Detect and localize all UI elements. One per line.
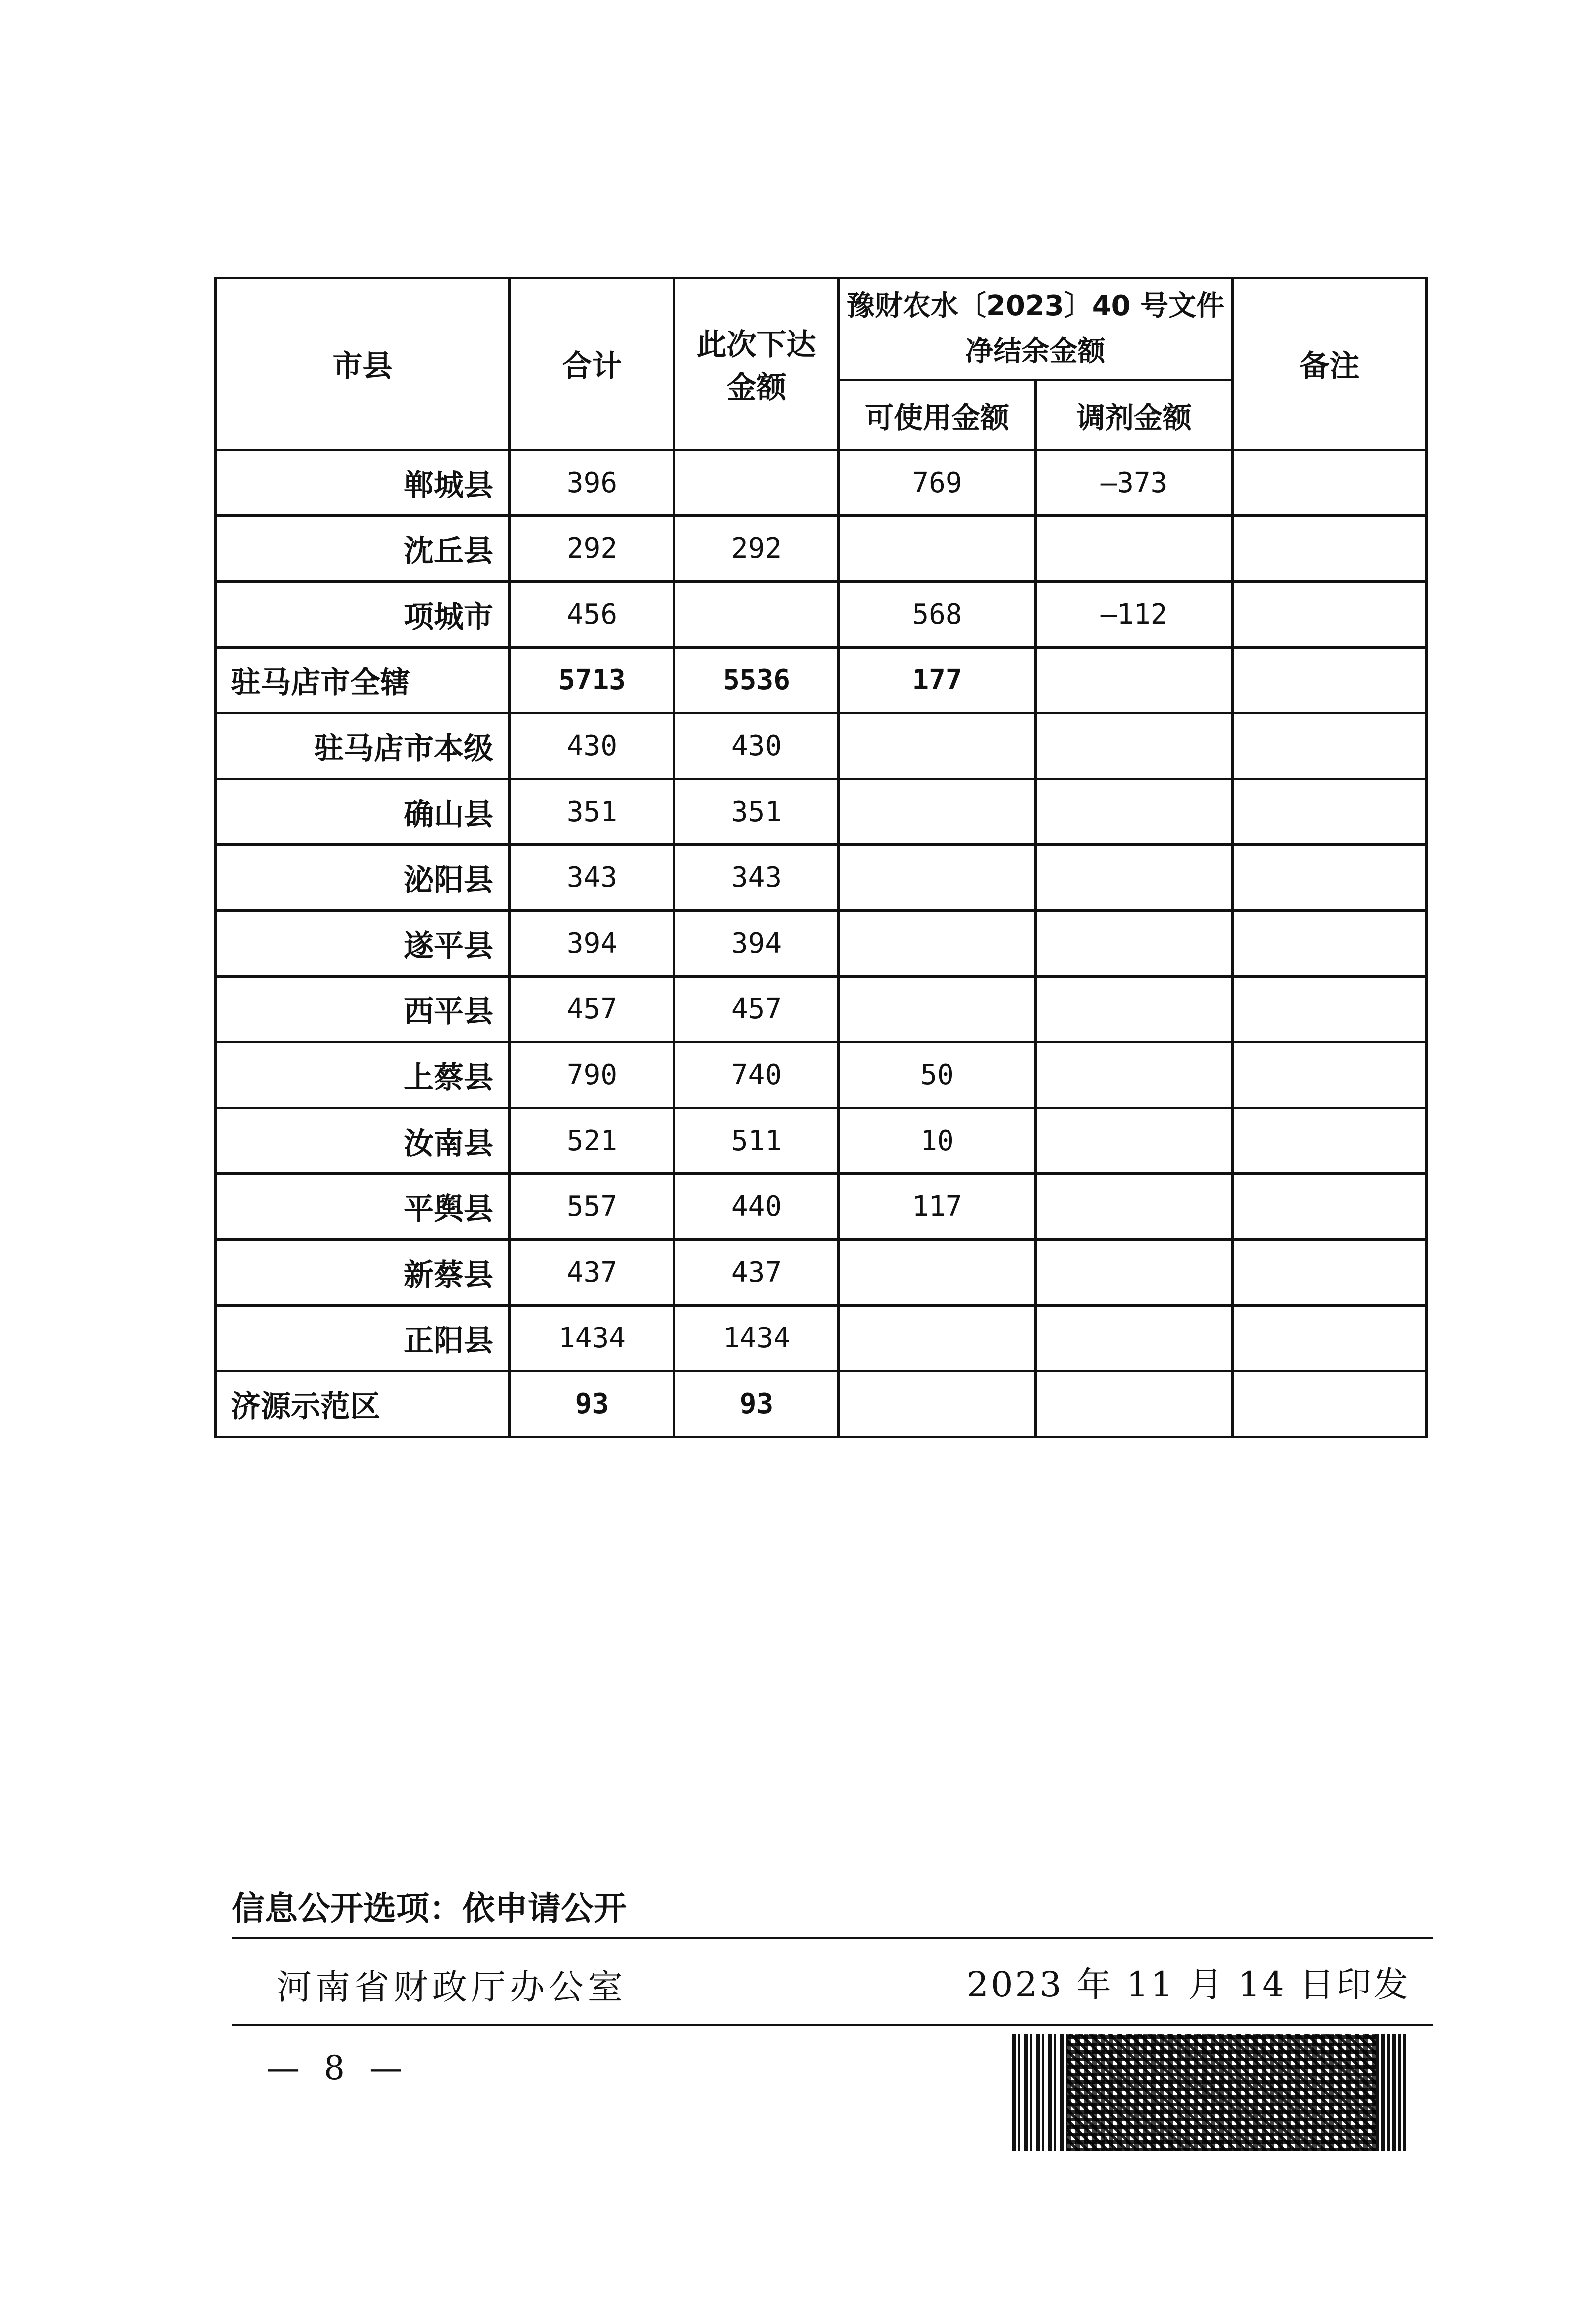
info-disclosure-option: 信息公开选项：依申请公开	[232, 1889, 627, 1928]
header-net-balance-line1: 豫财农水〔2023〕40 号文件	[846, 290, 1225, 322]
cell-usable	[839, 1306, 1036, 1371]
cell-remark	[1233, 1306, 1427, 1371]
cell-remark	[1233, 1174, 1427, 1240]
cell-region: 遂平县	[216, 911, 510, 977]
cell-remark	[1233, 779, 1427, 845]
cell-issue: 394	[674, 911, 839, 977]
cell-usable	[839, 845, 1036, 911]
barcode-bars-right	[1376, 2034, 1406, 2151]
cell-usable	[839, 977, 1036, 1042]
table-row	[216, 1240, 1427, 1306]
allocation-table	[214, 277, 1428, 1438]
cell-issue: 351	[674, 779, 839, 845]
cell-adjust: —112	[1036, 582, 1233, 648]
cell-remark	[1233, 911, 1427, 977]
cell-adjust	[1036, 1306, 1233, 1371]
cell-total: 557	[510, 1174, 674, 1240]
cell-total: 457	[510, 977, 674, 1042]
cell-remark	[1233, 713, 1427, 779]
cell-adjust	[1036, 845, 1233, 911]
table-row	[216, 1042, 1427, 1108]
cell-adjust	[1036, 1371, 1233, 1437]
cell-remark	[1233, 516, 1427, 582]
table-row	[216, 713, 1427, 779]
cell-issue: 437	[674, 1240, 839, 1306]
cell-issue: 1434	[674, 1306, 839, 1371]
cell-region: 平舆县	[216, 1174, 510, 1240]
cell-adjust	[1036, 911, 1233, 977]
page-number: — 8 —	[267, 2049, 409, 2087]
table-row	[216, 845, 1427, 911]
cell-region: 正阳县	[216, 1306, 510, 1371]
cell-adjust	[1036, 713, 1233, 779]
cell-total: 437	[510, 1240, 674, 1306]
cell-issue: 740	[674, 1042, 839, 1108]
header-region: 市县	[216, 278, 510, 450]
cell-total: 343	[510, 845, 674, 911]
cell-issue: 292	[674, 516, 839, 582]
table-row	[216, 911, 1427, 977]
header-total: 合计	[510, 278, 674, 450]
cell-adjust	[1036, 779, 1233, 845]
cell-issue: 430	[674, 713, 839, 779]
cell-adjust	[1036, 1108, 1233, 1174]
cell-remark	[1233, 1108, 1427, 1174]
table-row	[216, 582, 1427, 648]
cell-issue	[674, 582, 839, 648]
cell-adjust	[1036, 648, 1233, 713]
cell-total: 430	[510, 713, 674, 779]
cell-total: 1434	[510, 1306, 674, 1371]
footer-rule-bottom	[232, 2024, 1433, 2026]
cell-remark	[1233, 1371, 1427, 1437]
cell-issue: 93	[674, 1371, 839, 1437]
cell-usable: 50	[839, 1042, 1036, 1108]
table-row	[216, 1306, 1427, 1371]
cell-region: 汝南县	[216, 1108, 510, 1174]
cell-adjust	[1036, 1042, 1233, 1108]
cell-region: 沈丘县	[216, 516, 510, 582]
header-adjust: 调剂金额	[1036, 380, 1233, 450]
cell-total: 93	[510, 1371, 674, 1437]
cell-region: 新蔡县	[216, 1240, 510, 1306]
cell-usable	[839, 516, 1036, 582]
table-row-group-total	[216, 648, 1427, 713]
header-usable: 可使用金额	[839, 380, 1036, 450]
cell-remark	[1233, 845, 1427, 911]
cell-remark	[1233, 977, 1427, 1042]
cell-usable: 568	[839, 582, 1036, 648]
footer-rule-top	[232, 1937, 1433, 1939]
cell-usable	[839, 713, 1036, 779]
cell-adjust	[1036, 1240, 1233, 1306]
cell-total: 394	[510, 911, 674, 977]
cell-issue: 343	[674, 845, 839, 911]
header-net-balance	[839, 278, 1233, 380]
cell-issue: 5536	[674, 648, 839, 713]
cell-remark	[1233, 1240, 1427, 1306]
cell-region: 泌阳县	[216, 845, 510, 911]
cell-remark	[1233, 648, 1427, 713]
cell-region: 确山县	[216, 779, 510, 845]
cell-total: 5713	[510, 648, 674, 713]
cell-usable	[839, 1240, 1036, 1306]
cell-region: 驻马店市本级	[216, 713, 510, 779]
barcode-bars-left	[1012, 2034, 1067, 2151]
cell-region: 上蔡县	[216, 1042, 510, 1108]
cell-region: 驻马店市全辖	[216, 648, 510, 713]
cell-issue: 457	[674, 977, 839, 1042]
cell-issue	[674, 450, 839, 516]
cell-region: 项城市	[216, 582, 510, 648]
cell-total: 396	[510, 450, 674, 516]
cell-usable: 177	[839, 648, 1036, 713]
table-row	[216, 1108, 1427, 1174]
table-row	[216, 450, 1427, 516]
cell-total: 351	[510, 779, 674, 845]
cell-issue: 440	[674, 1174, 839, 1240]
barcode-matrix	[1067, 2034, 1376, 2151]
header-this-issue-line2: 金额	[726, 370, 787, 405]
table-row	[216, 977, 1427, 1042]
header-this-issue-line1: 此次下达	[696, 328, 816, 362]
issuer: 河南省财政厅办公室	[277, 1967, 627, 2007]
cell-total: 292	[510, 516, 674, 582]
cell-usable	[839, 911, 1036, 977]
table-row	[216, 779, 1427, 845]
cell-issue: 511	[674, 1108, 839, 1174]
table-row	[216, 516, 1427, 582]
cell-usable: 769	[839, 450, 1036, 516]
cell-adjust	[1036, 516, 1233, 582]
cell-usable	[839, 779, 1036, 845]
header-this-issue	[674, 278, 839, 450]
print-date: 2023 年 11 月 14 日印发	[966, 1964, 1410, 2005]
cell-adjust	[1036, 977, 1233, 1042]
cell-adjust: —373	[1036, 450, 1233, 516]
cell-total: 456	[510, 582, 674, 648]
header-net-balance-line2: 净结余金额	[965, 335, 1106, 368]
allocation-table-container	[214, 277, 1425, 1438]
cell-total: 521	[510, 1108, 674, 1174]
cell-remark	[1233, 582, 1427, 648]
table-row	[216, 1174, 1427, 1240]
cell-region: 郸城县	[216, 450, 510, 516]
cell-usable: 117	[839, 1174, 1036, 1240]
cell-region: 济源示范区	[216, 1371, 510, 1437]
barcode-icon	[1012, 2034, 1406, 2151]
cell-remark	[1233, 450, 1427, 516]
cell-total: 790	[510, 1042, 674, 1108]
cell-usable	[839, 1371, 1036, 1437]
cell-remark	[1233, 1042, 1427, 1108]
cell-adjust	[1036, 1174, 1233, 1240]
table-row-group-total	[216, 1371, 1427, 1437]
cell-usable: 10	[839, 1108, 1036, 1174]
cell-region: 西平县	[216, 977, 510, 1042]
header-remark: 备注	[1233, 278, 1427, 450]
